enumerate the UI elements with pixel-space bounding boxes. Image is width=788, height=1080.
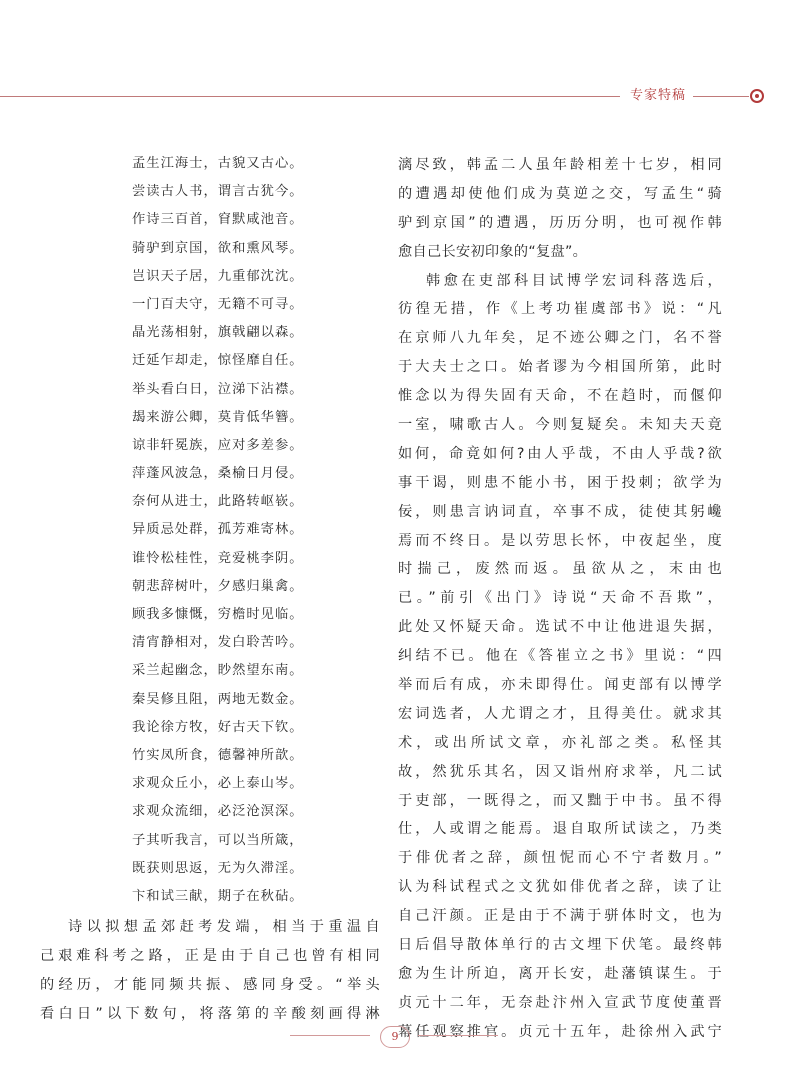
poem-line: 子其听我言，可以当所箴， <box>132 832 304 848</box>
text-line: 已。”前引《出门》诗说“天命不吾欺”， <box>398 590 722 607</box>
text-line: 佞，则患言讷词直，卒事不成，徒使其躬巉 <box>398 503 722 520</box>
poem-line: 竹实凤所食，德馨神所歆。 <box>132 747 304 763</box>
text-line: 仕，人或谓之能焉。退自取所试读之，乃类 <box>398 821 722 838</box>
poem-line: 岂识天子居，九重郁沈沈。 <box>132 268 304 284</box>
poem-line: 一门百夫守，无籍不可寻。 <box>132 296 304 312</box>
poem-line: 秦吴修且阻，两地无数金。 <box>132 691 304 707</box>
right-paragraph-1 <box>398 151 722 267</box>
poem-line: 谅非轩冕族，应对多差参。 <box>132 437 304 453</box>
text-line: 幕任观察推官。贞元十五年，赴徐州入武宁 <box>398 1023 722 1040</box>
text-line: 纠结不已。他在《答崔立之书》里说：“四 <box>398 648 722 665</box>
page-footer <box>0 1024 788 1048</box>
text-line: 漓尽致，韩孟二人虽年龄相差十七岁，相同 <box>398 157 722 173</box>
text-line: 惟念以为得失固有天命，不在趋时，而偃仰 <box>398 388 722 405</box>
text-line: 自己汗颜。正是由于不满于骈体时文，也为 <box>398 908 722 925</box>
text-line: 术，或出所试文章，亦礼部之类。私怪其 <box>398 734 722 751</box>
page-number: 9 <box>380 1026 410 1048</box>
text-line: 于俳优者之辞，颜忸怩而心不宁者数月。” <box>398 850 722 867</box>
text-line: 故，然犹乐其名，因又诣州府求举，凡二试 <box>398 763 722 780</box>
text-line: 于吏部，一既得之，而又黜于中书。虽不得 <box>398 792 722 809</box>
text-line: 的遭遇却使他们成为莫逆之交，写孟生“骑 <box>398 185 722 202</box>
text-line: 举而后有成，亦未即得仕。闻吏部有以博学 <box>398 677 722 694</box>
section-label: 专家特稿 <box>629 88 686 103</box>
text-line: 焉而不终日。是以劳思长怀，中夜起坐，度 <box>398 532 722 549</box>
text-line: 的经历，才能同频共振、感同身受。“举头 <box>40 976 380 993</box>
text-line: 驴到京国”的遭遇，历历分明，也可视作韩 <box>398 214 722 231</box>
left-paragraph <box>40 913 380 1029</box>
left-column <box>40 150 380 1029</box>
header-bullet-icon <box>750 89 764 103</box>
right-paragraph-2 <box>398 267 722 1047</box>
poem-line: 作诗三百首，窅默咸池音。 <box>132 212 304 228</box>
poem-block <box>40 150 380 911</box>
text-line: 于大夫士之口。始者谬为今相国所第，此时 <box>398 359 722 376</box>
right-column <box>398 151 722 1047</box>
text-line: 己艰难科考之路，正是由于自己也曾有相同 <box>40 947 380 964</box>
poem-line: 朅来游公卿，莫肯低华簪。 <box>132 409 304 425</box>
text-line: 如何，命竟如何?由人乎哉，不由人乎哉?欲 <box>398 445 722 462</box>
text-line: 愈为生计所迫，离开长安，赴藩镇谋生。于 <box>398 965 722 982</box>
poem-line: 求观众丘小，必上泰山岑。 <box>132 776 304 792</box>
text-line: 韩愈在吏部科目试博学宏词科落选后， <box>426 272 722 289</box>
text-line: 彷徨无措，作《上考功崔虞部书》说：“凡 <box>398 301 722 318</box>
poem-line: 谁怜松桂性，竞爱桃李阴。 <box>132 550 304 566</box>
text-line: 一室，啸歌古人。今则复疑矣。未知夫天竟 <box>398 417 722 434</box>
footer-ornament-right <box>418 1035 498 1036</box>
text-line: 贞元十二年，无奈赴汴州入宣武节度使董晋 <box>398 994 722 1011</box>
poem-line: 举头看白日，泣涕下沾襟。 <box>132 381 304 397</box>
text-line: 时揣己，废然而返。虽欲从之，末由也 <box>398 561 722 578</box>
header-rule-right <box>693 96 749 97</box>
poem-line: 卞和试三献，期子在秋砧。 <box>132 888 304 904</box>
poem-line: 孟生江海士，古貌又古心。 <box>132 156 304 171</box>
text-line: 事干谒，则患不能小书，困于投刺；欲学为 <box>398 474 722 491</box>
text-line: 愈自己长安初印象的“复盘”。 <box>398 243 588 260</box>
text-line: 在京师八九年矣，足不迹公卿之门，名不誉 <box>398 330 722 347</box>
text-line: 诗以拟想孟郊赶考发端，相当于重温自 <box>68 919 380 936</box>
text-line: 此处又怀疑天命。选试不中让他进退失据， <box>398 619 722 636</box>
header-rule-left <box>0 96 620 97</box>
text-line: 认为科试程式之文犹如俳优者之辞，读了让 <box>398 879 722 896</box>
poem-line: 骑驴到京国，欲和熏风琴。 <box>132 240 304 256</box>
poem-line: 朝悲辞树叶，夕感归巢禽。 <box>132 578 304 594</box>
poem-line: 清宵静相对，发白聆苦吟。 <box>132 635 304 651</box>
text-line: 日后倡导散体单行的古文埋下伏笔。最终韩 <box>398 937 722 954</box>
poem-line: 奈何从进士，此路转岖嵚。 <box>132 494 304 510</box>
poem-line: 采兰起幽念，眇然望东南。 <box>132 663 304 679</box>
poem-line: 迁延乍却走，惊怪靡自任。 <box>132 353 304 369</box>
poem-line: 异质忌处群，孤芳难寄林。 <box>132 522 304 538</box>
poem-line: 我论徐方牧，好古天下钦。 <box>132 719 304 735</box>
poem-line: 顾我多慷慨，穷檐时见临。 <box>132 607 304 622</box>
text-line: 宏词选者，人尤谓之才，且得美仕。就求其 <box>398 705 722 722</box>
text-line: 看白日”以下数句，将落第的辛酸刻画得淋 <box>40 1005 380 1022</box>
poem-line: 萍蓬风波急，桑榆日月侵。 <box>132 466 304 482</box>
poem-line: 晶光荡相射，旗戟翩以森。 <box>132 325 304 341</box>
poem-line: 求观众流细，必泛沧溟深。 <box>132 804 304 820</box>
footer-ornament-left <box>290 1035 370 1036</box>
poem-line: 既获则思返，无为久滞淫。 <box>132 860 304 876</box>
poem-line: 尝读古人书，谓言古犹今。 <box>132 184 304 200</box>
